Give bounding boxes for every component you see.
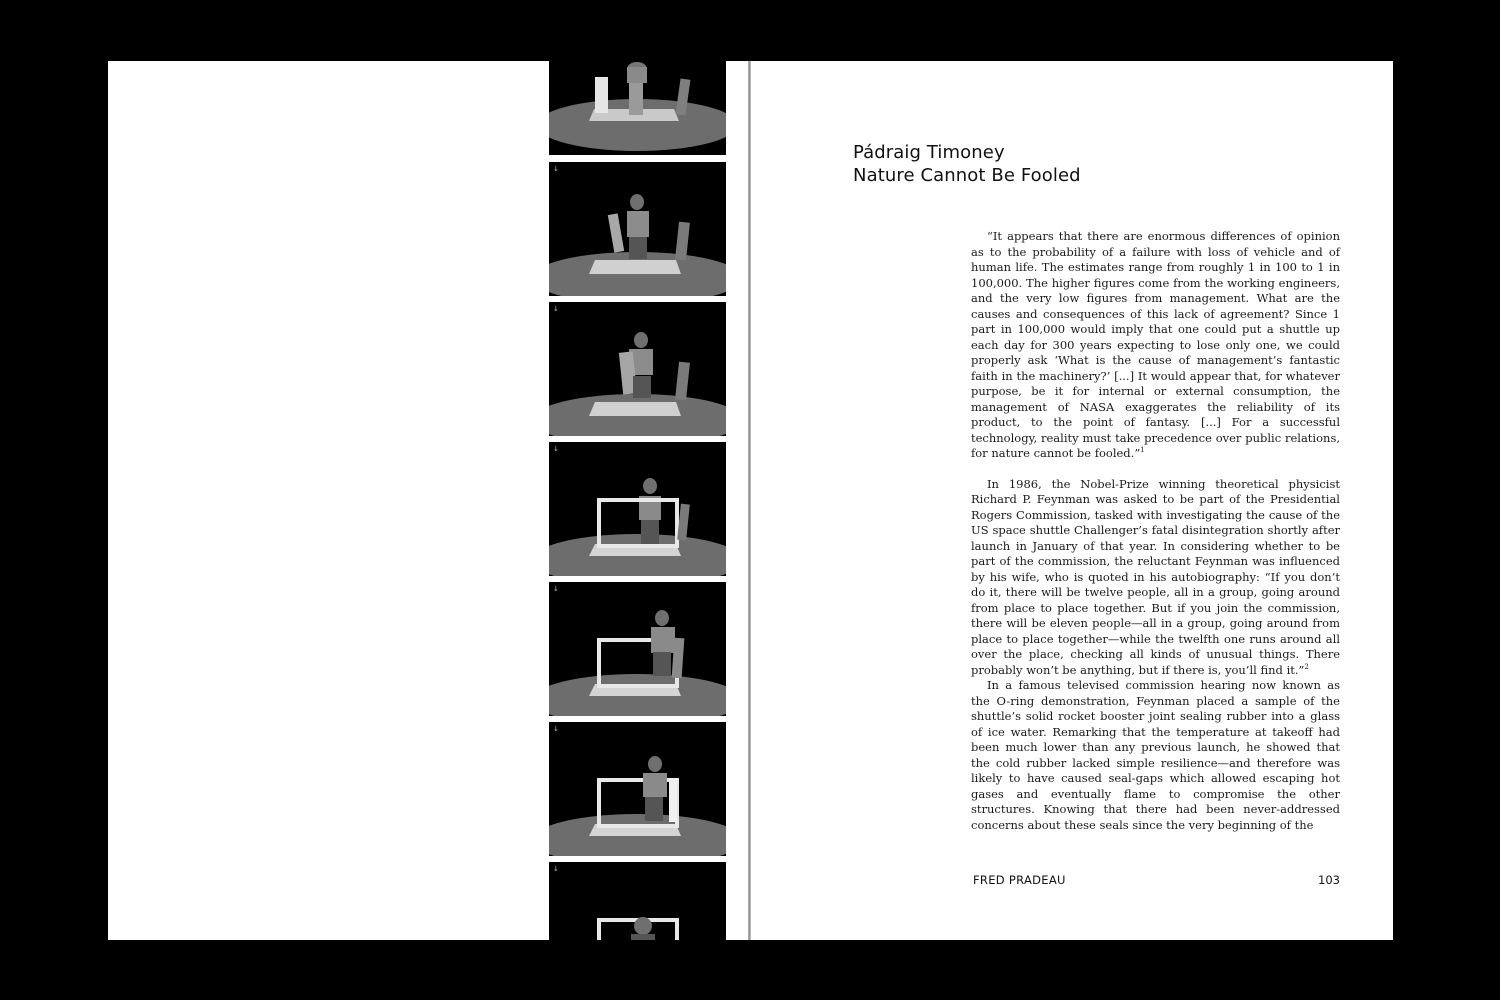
svg-text:↓: ↓	[553, 445, 559, 453]
right-page	[751, 61, 1393, 940]
footnote-marker: 2	[1304, 662, 1309, 671]
article-body	[971, 229, 1340, 833]
film-frame	[549, 61, 726, 155]
article-author: Pádraig Timoney	[853, 142, 1005, 163]
left-page	[108, 61, 748, 940]
svg-text:↓: ↓	[553, 865, 559, 873]
article-heading	[853, 141, 1081, 187]
article-paragraph: In a famous televised commission hearing now known as the O-ring demonstration, Feynman placed a sample of the shuttle’s solid rocket booster joint sealing rubber into a glass of ice water. Remarking that the temperature at takeoff had been much lower than any previous launch, he showed that the cold rubber lacked simple resilience—and therefore was likely to have caused seal-gaps which allowed escaping hot gases and eventually flame to compromise the other structures. Knowing that there had been never-addressed concerns about these seals since the very beginning of the	[971, 678, 1340, 832]
film-frame	[549, 302, 726, 436]
film-frame	[549, 442, 726, 576]
article-paragraph: In 1986, the Nobel-Prize winning theoretical physicist Richard P. Feynman was asked to be part of the Presidential Rogers Commission, tasked with investigating the cause of the US space shuttle Challenger’s fatal disintegration shortly after launch in January of that year. In considering whether to be part of the commission, the reluctant Feynman was influenced by his wife, who is quoted in his autobiography: “If you don’t do it, there will be twelve people, all in a group, going around from place to place together. But if you join the commission, there will be eleven people—all in a group, going around from place to place together—while the twelfth one runs around all over the place, checking all kinds of unusual things. There probably won’t be anything, but if there is, you’ll find it.”$^2$	[971, 476, 1340, 677]
film-frame	[549, 582, 726, 716]
svg-text:↓: ↓	[553, 585, 559, 593]
running-footer-author: FRED PRADEAU	[973, 873, 1066, 887]
film-frame	[549, 162, 726, 296]
film-frame	[549, 862, 726, 940]
film-frame	[549, 722, 726, 856]
article-title: Nature Cannot Be Fooled	[853, 165, 1081, 186]
filmstrip	[549, 61, 726, 940]
page-number: 103	[1318, 873, 1340, 887]
svg-text:↓: ↓	[553, 165, 559, 173]
footnote-marker: 1	[1140, 446, 1145, 455]
article-paragraph: “It appears that there are enormous differences of opinion as to the probability of a failure with loss of vehicle and of human life. The estimates range from roughly 1 in 100 to 1 in 100,000. The higher figures come from the working engineers, and the very low figures from management. What are the causes and consequences of this lack of agreement? Since 1 part in 100,000 would imply that one could put a shuttle up each day for 300 years expecting to lose only one, we could properly ask ‘What is the cause of management’s fantastic faith in the machinery?’ [...] It would appear that, for whatever purpose, be it for internal or external consumption, the management of NASA exaggerates the reliability of its product, to the point of fantasy. [...] For a successful technology, reality must take precedence over public relations, for nature cannot be fooled.”$^1$	[971, 229, 1340, 460]
svg-text:↓: ↓	[553, 725, 559, 733]
svg-text:↓: ↓	[553, 305, 559, 313]
